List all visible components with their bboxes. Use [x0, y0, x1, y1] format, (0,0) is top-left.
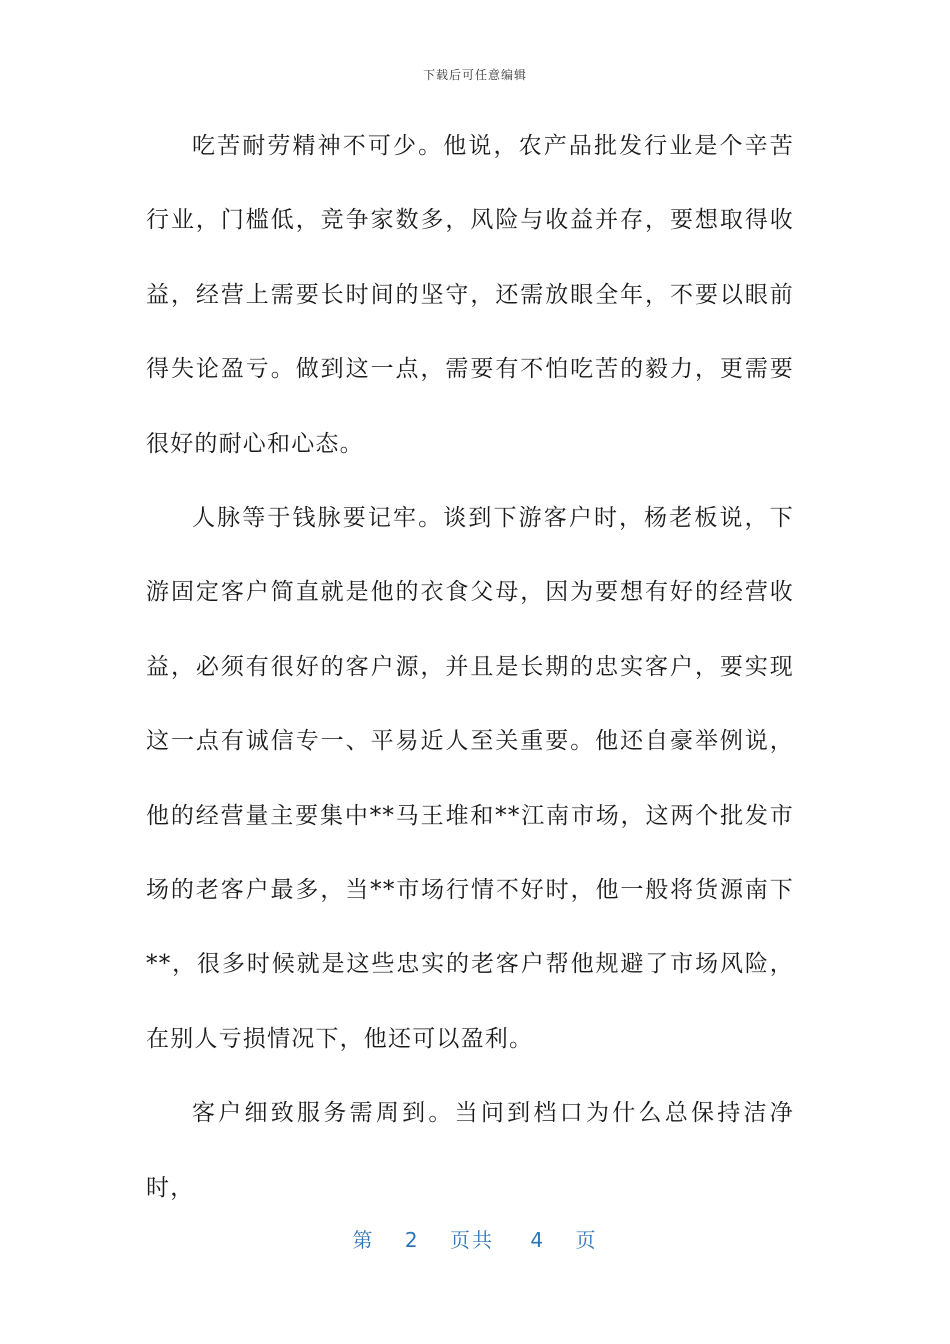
footer-middle: 页共 [450, 1228, 494, 1252]
current-page-number: 2 [404, 1228, 420, 1252]
total-pages-number: 4 [530, 1228, 546, 1252]
document-body [146, 109, 794, 1225]
header-note: 下载后可任意编辑 [422, 68, 527, 82]
paragraph-customer-service: 客户细致服务需周到。当问到档口为什么总保持洁净时， [146, 1100, 794, 1201]
footer-prefix: 第 [352, 1228, 375, 1252]
paragraph-hard-work: 吃苦耐劳精神不可少。他说，农产品批发行业是个辛苦行业，门槛低，竞争家数多，风险与收益并存，要想取得收益，经营上需要长时间的坚守，还需放眼全年，不要以眼前得失论盈亏。做到这一点，需要有不怕吃苦的毅力，更需要很好的耐心和心态。 [146, 133, 794, 457]
footer-suffix: 页 [575, 1228, 598, 1252]
page-number-footer [0, 1224, 950, 1253]
paragraph-customer-network: 人脉等于钱脉要记牢。谈到下游客户时，杨老板说，下游固定客户简直就是他的衣食父母，因为要想有好的经营收益，必须有很好的客户源，并且是长期的忠实客户，要实现这一点有诚信专一、平易近人至关重要。他还自豪举例说，他的经营量主要集中**马王堆和**江南市场，这两个批发市场的老客户最多，当**市场行情不好时，他一般将货源南下**，很多时候就是这些忠实的老客户帮他规避了市场风险，在别人亏损情况下，他还可以盈利。 [146, 505, 794, 1052]
